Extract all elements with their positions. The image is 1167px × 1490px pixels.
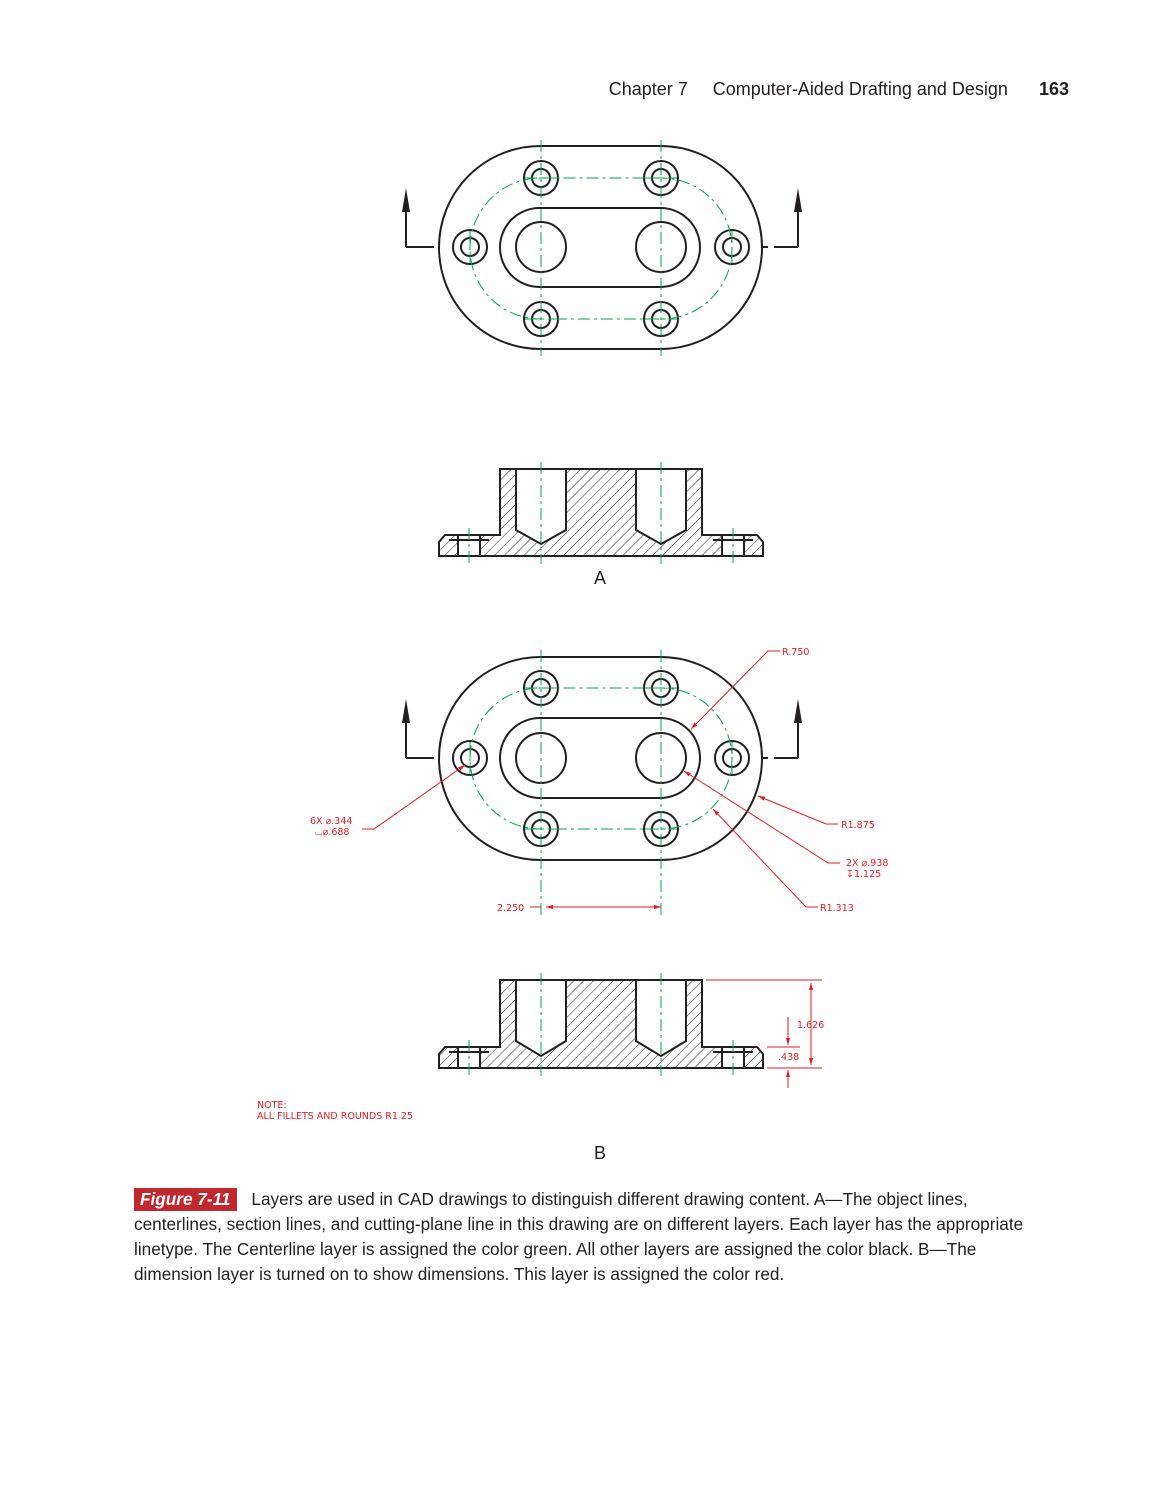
view-a-section — [439, 462, 763, 564]
dim-r1313: R1.313 — [820, 903, 854, 914]
chapter-title: Computer-Aided Drafting and Design — [712, 79, 1008, 99]
note-title: NOTE: — [257, 1100, 287, 1111]
object-lines-b — [439, 657, 762, 860]
view-a-top — [402, 140, 802, 356]
dim-spacing: 2.250 — [497, 903, 525, 914]
page-number: 163 — [1038, 79, 1069, 99]
height-dimensions-b — [706, 980, 825, 1088]
height-dimension-text-b — [778, 1020, 824, 1063]
section-body-b — [439, 980, 763, 1068]
note-text: ALL FILLETS AND ROUNDS R1 25 — [257, 1111, 414, 1122]
dim-holes-count-dia: 6X ⌀.344 — [310, 816, 353, 827]
figure-label: Figure 7-11 — [134, 1188, 237, 1211]
chapter-number: Chapter 7 — [608, 79, 688, 99]
view-label-b: B — [594, 1143, 607, 1163]
dim-holes-cbore: ⌴⌀.688 — [315, 827, 350, 838]
figure-caption-text: Layers are used in CAD drawings to distinguish different drawing content. A—The object lines, centerlines, section lines, and cutting-plane line in this drawing are on different layers. Each layer has the appropriate linetype. The Centerline layer is assigned the color green. All other layers are assigned the color black. B—The dimension layer is turned on to show dimensions. This layer is assigned the color red. — [134, 1189, 1024, 1284]
dim-height: 1.626 — [797, 1020, 825, 1031]
figure-caption — [134, 1187, 1049, 1287]
dim-flange: .438 — [778, 1052, 800, 1063]
drawing-note — [257, 1100, 413, 1122]
dim-bore-count-dia: 2X ⌀.938 — [846, 858, 889, 869]
dim-r1875: R1.875 — [841, 820, 875, 831]
view-b-section — [439, 973, 824, 1088]
dim-r750: R.750 — [782, 647, 810, 658]
object-lines-a — [439, 146, 762, 349]
dim-bore-depth: ↧1.125 — [846, 869, 882, 880]
section-body-a — [439, 469, 763, 556]
view-label-a: A — [594, 568, 607, 588]
view-b-top — [310, 647, 888, 916]
